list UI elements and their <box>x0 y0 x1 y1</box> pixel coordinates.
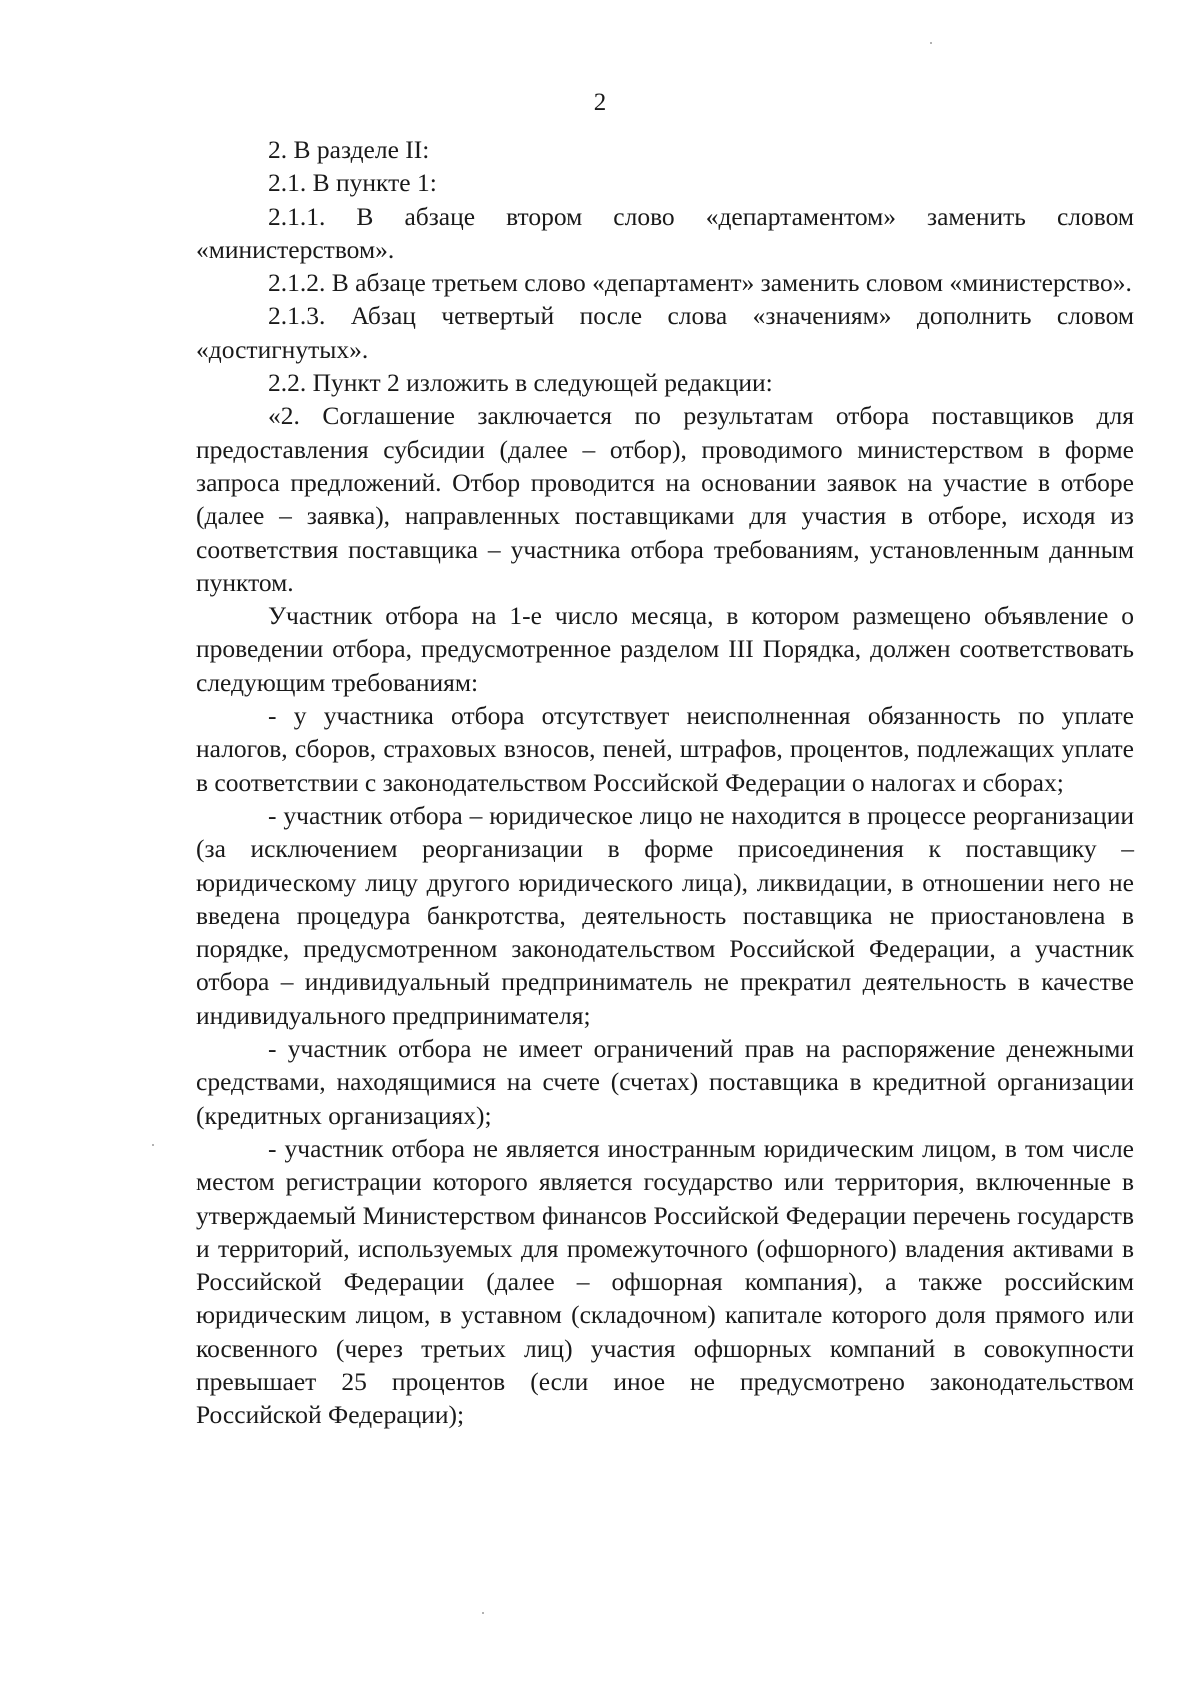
paragraph-item-2-2: 2.2. Пункт 2 изложить в следующей редакции: <box>268 368 773 398</box>
scan-speck <box>482 1612 484 1614</box>
paragraph-item-2-1-2: 2.1.2. В абзаце третьем слово «департамент» заменить словом «министерство». <box>268 268 1132 298</box>
paragraph-requirement-taxes: - у участника отбора отсутствует неисполненная обязанность по уплате налогов, сборов, страховых взносов, пеней, штрафов, процентов, подлежащих уплате в соответствии с законодательством Российской Федерации о налогах и сборах; <box>196 701 1134 797</box>
paragraph-requirement-offshore: - участник отбора не является иностранным юридическим лицом, в том числе местом регистрации которого является государство или территория, включенные в утверждаемый Министерством финансов Российской Федерации перечень государств и территорий, используемых для промежуточного (офшорного) владения активами в Российской Федерации (далее – офшорная компания), а также российским юридическим лицом, в уставном (складочном) капитале которого доля прямого или косвенного (через третьих лиц) участия офшорных компаний в совокупности превышает 25 процентов (если иное не предусмотрено законодательством Российской Федерации); <box>196 1133 1134 1430</box>
document-body <box>196 133 1134 1432</box>
paragraph-requirement-funds: - участник отбора не имеет ограничений прав на распоряжение денежными средствами, находящимися на счете (счетах) поставщика в кредитной организации (кредитных организациях); <box>196 1034 1134 1130</box>
paragraph-section-ii: 2. В разделе II: <box>268 135 430 164</box>
paragraph-agreement: «2. Соглашение заключается по результатам отбора поставщиков для предоставления субсидии (далее – отбор), проводимого министерством в форме запроса предложений. Отбор проводится на основании заявок на участие в отборе (далее – заявка), направленных поставщиками для участия в отборе, исходя из соответствия поставщика – участника отбора требованиям, установленным данным пунктом. <box>196 401 1134 597</box>
scan-speck <box>930 42 932 44</box>
paragraph-item-2-1: 2.1. В пункте 1: <box>268 168 437 198</box>
paragraph-participant-requirements: Участник отбора на 1-е число месяца, в котором размещено объявление о проведении отбора, предусмотренное разделом III Порядка, должен соответствовать следующим требованиям: <box>196 601 1134 697</box>
paragraph-item-2-1-1: 2.1.1. В абзаце втором слово «департаментом» заменить словом «министерством». <box>196 201 1134 264</box>
scan-speck <box>152 1144 154 1146</box>
paragraph-requirement-reorganization: - участник отбора – юридическое лицо не находится в процессе реорганизации (за исключением реорганизации в форме присоединения к поставщику – юридическому лицу другого юридического лица), ликвидации, в отношении него не введена процедура банкротства, деятельность поставщика не приостановлена в порядке, предусмотренном законодательством Российской Федерации, а участник отбора – индивидуальный предприниматель не прекратил деятельность в качестве индивидуального предпринимателя; <box>196 800 1134 1030</box>
paragraph-item-2-1-3: 2.1.3. Абзац четвертый после слова «значениям» дополнить словом «достигнутых». <box>196 301 1134 364</box>
page-number: 2 <box>593 89 607 116</box>
